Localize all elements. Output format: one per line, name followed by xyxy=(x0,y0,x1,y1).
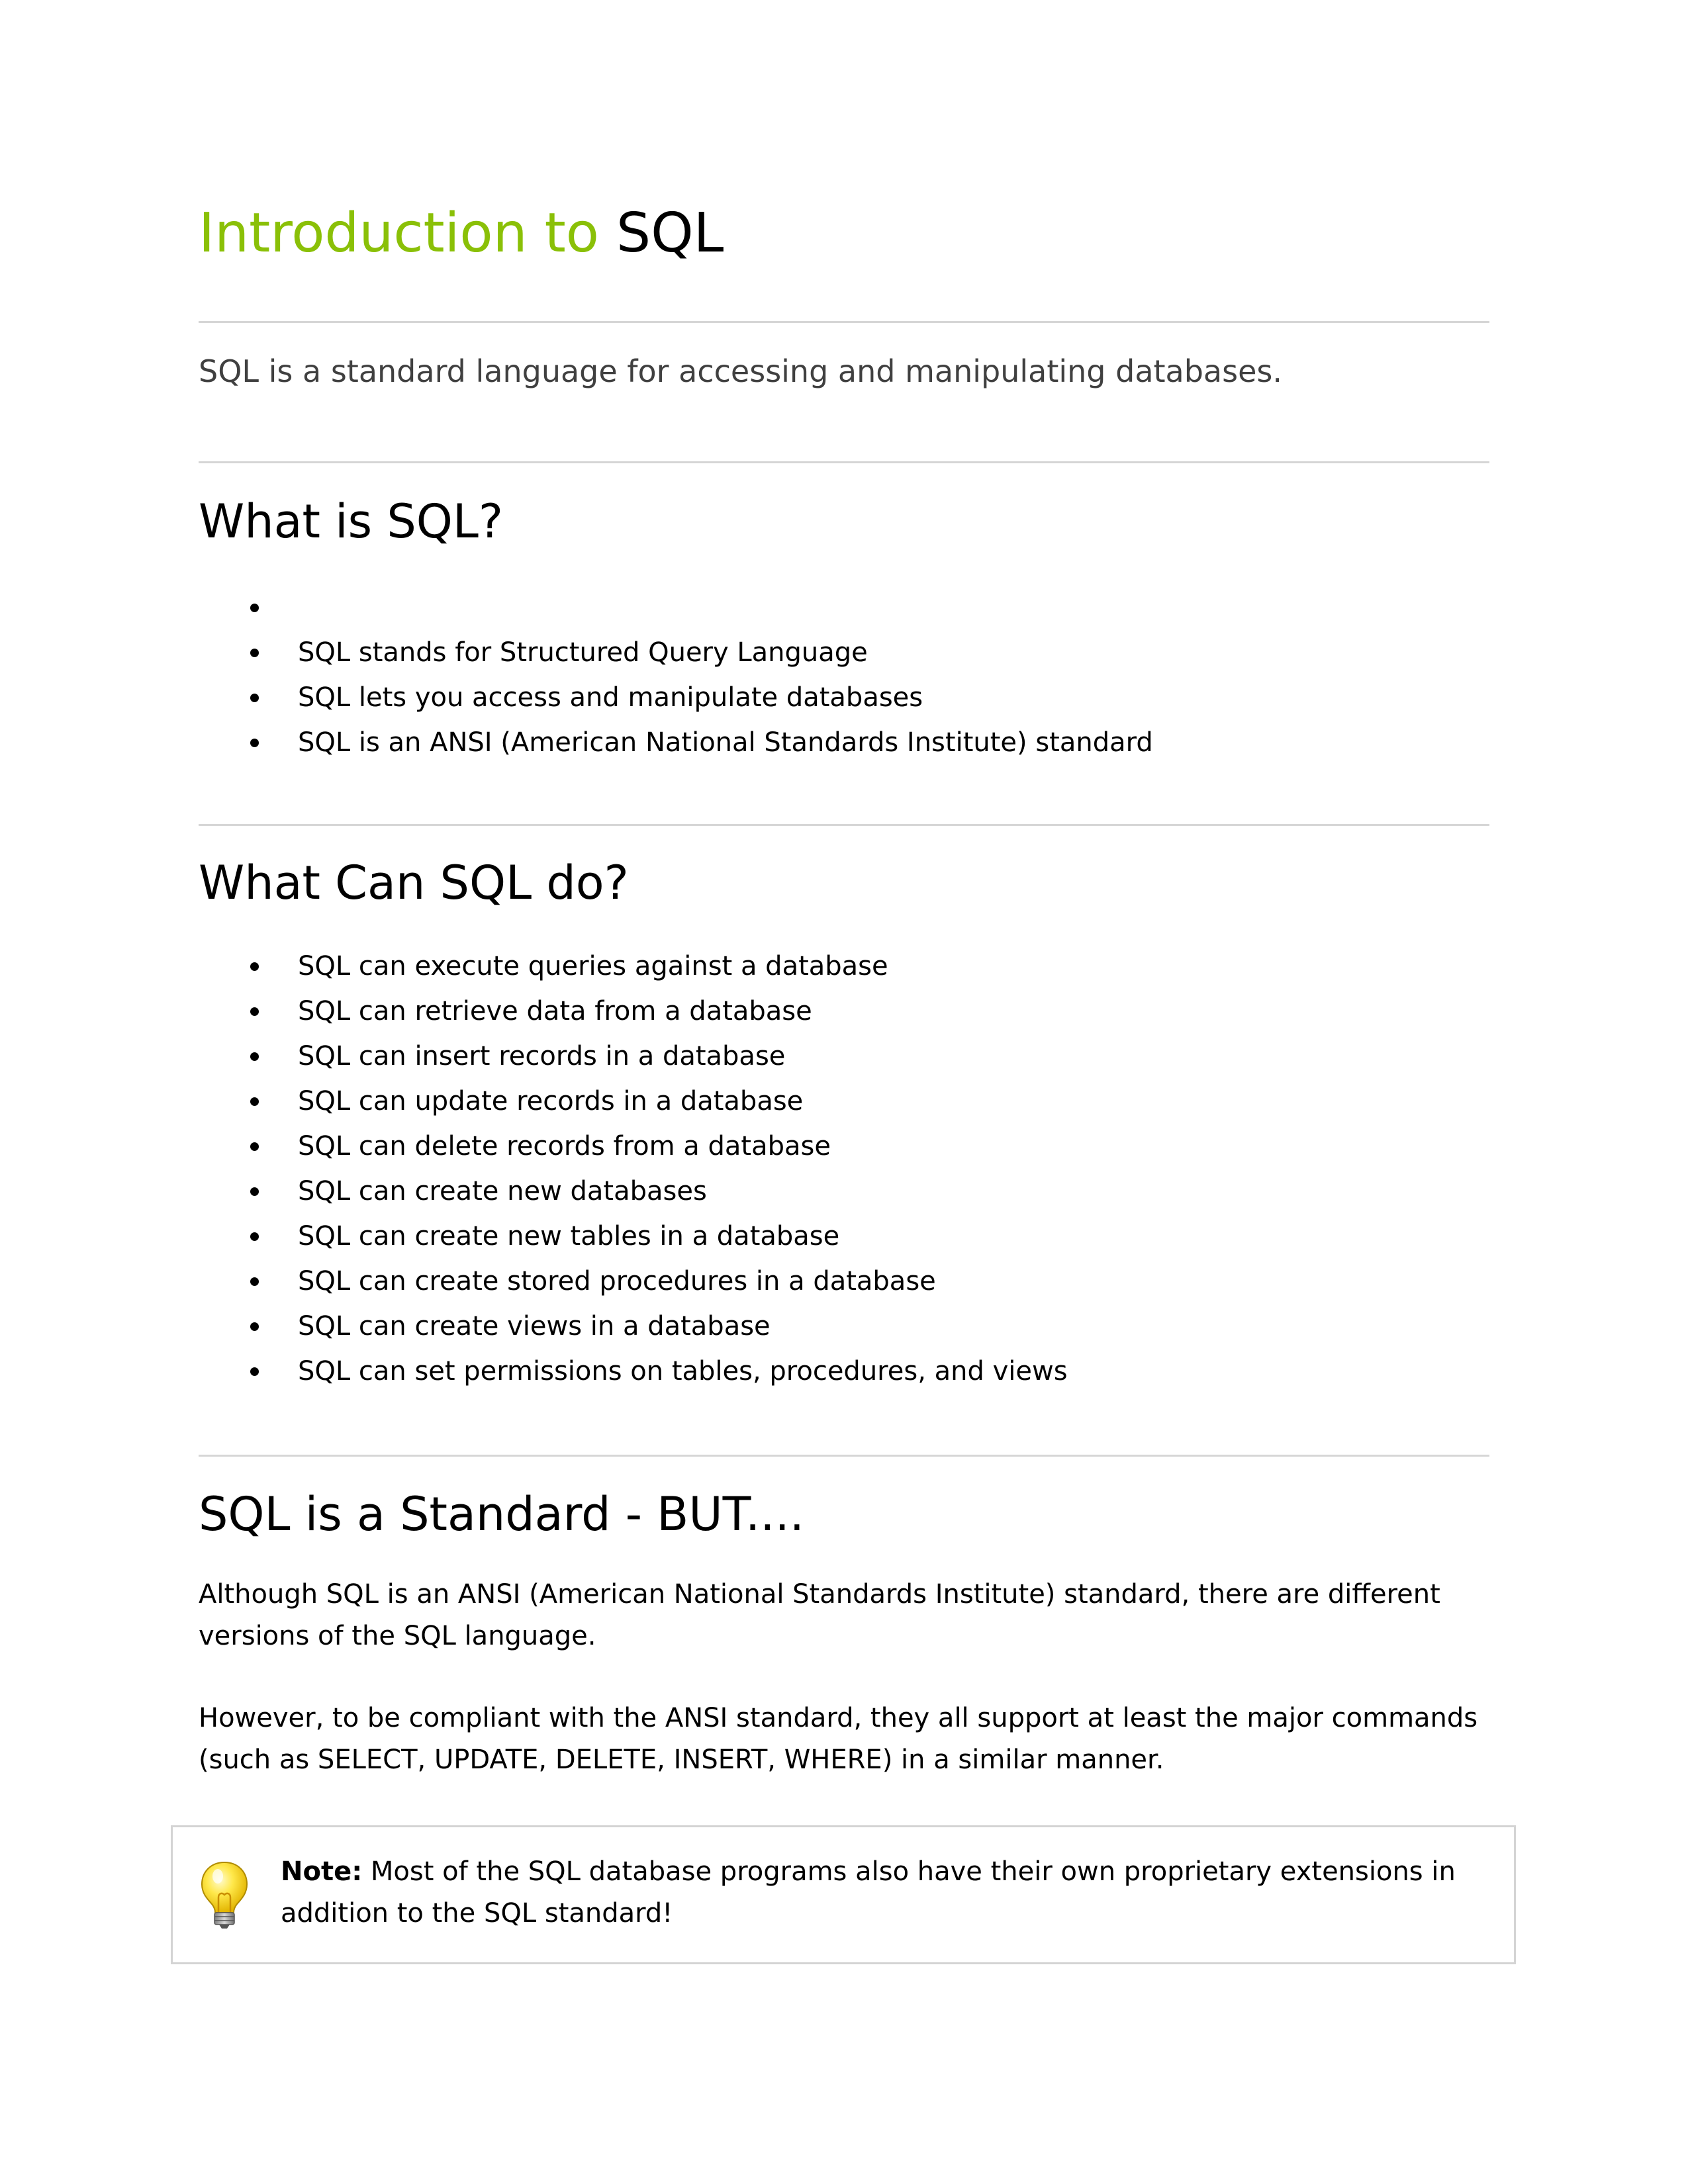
list-item-text: SQL can create new tables in a database xyxy=(298,1221,840,1251)
bullet-icon xyxy=(250,649,259,657)
list-item-text: SQL can execute queries against a database xyxy=(298,951,888,981)
list-item-text: SQL can create stored procedures in a database xyxy=(298,1266,936,1297)
list-item xyxy=(199,675,1153,720)
bullet-icon xyxy=(250,739,259,747)
list-item-text: SQL can update records in a database xyxy=(298,1086,804,1116)
list-item-text: SQL can delete records from a database xyxy=(298,1131,831,1161)
bullet-icon xyxy=(250,1232,259,1241)
note-text xyxy=(281,1851,1485,1934)
page-title xyxy=(199,197,724,270)
list-item xyxy=(199,720,1153,765)
paragraph: Although SQL is an ANSI (American National Standards Institute) standard, there are different versions of the SQL language. xyxy=(199,1579,1440,1651)
bullet-icon xyxy=(250,1322,259,1331)
title-accent: Introduction to xyxy=(199,202,599,265)
list-item xyxy=(199,1259,1068,1304)
bullet-icon xyxy=(250,1097,259,1106)
bullet-icon xyxy=(250,1277,259,1286)
list-item-text: SQL is an ANSI (American National Standards Institute) standard xyxy=(298,727,1153,758)
what-can-sql-do-list xyxy=(199,944,1068,1394)
heading-what-can-sql-do: What Can SQL do? xyxy=(199,856,629,910)
list-item-text: SQL can insert records in a database xyxy=(298,1041,786,1071)
what-is-sql-list xyxy=(199,585,1153,765)
title-rest: SQL xyxy=(616,202,724,265)
lightbulb-icon xyxy=(199,1860,250,1929)
bullet-icon xyxy=(250,1052,259,1061)
bullet-icon xyxy=(250,694,259,702)
note-label: Note: xyxy=(281,1856,363,1887)
list-item-text: SQL can create views in a database xyxy=(298,1311,771,1342)
list-item xyxy=(199,1169,1068,1214)
list-item xyxy=(199,1304,1068,1349)
list-item xyxy=(199,989,1068,1034)
list-item xyxy=(199,1349,1068,1394)
bullet-icon xyxy=(250,604,259,612)
list-item xyxy=(199,1079,1068,1124)
divider xyxy=(199,824,1489,826)
bullet-icon xyxy=(250,1187,259,1196)
list-item-text: SQL stands for Structured Query Language xyxy=(298,637,868,668)
bullet-icon xyxy=(250,1367,259,1376)
list-item-text: SQL can create new databases xyxy=(298,1176,707,1206)
heading-sql-is-a-standard: SQL is a Standard - BUT.... xyxy=(199,1487,805,1541)
list-item xyxy=(199,630,1153,675)
list-item-text: SQL can retrieve data from a database xyxy=(298,996,812,1026)
heading-what-is-sql: What is SQL? xyxy=(199,494,504,549)
list-item xyxy=(199,585,1153,630)
paragraph: However, to be compliant with the ANSI standard, they all support at least the major commands (such as SELECT, UPDATE, DELETE, INSERT, WHERE) in a similar manner. xyxy=(199,1703,1478,1775)
list-item-text: SQL can set permissions on tables, procedures, and views xyxy=(298,1356,1068,1387)
note-body: Most of the SQL database programs also have their own proprietary extensions in addition to the SQL standard! xyxy=(281,1856,1456,1929)
intro-text: SQL is a standard language for accessing and manipulating databases. xyxy=(199,353,1282,389)
list-item-text: SQL lets you access and manipulate databases xyxy=(298,682,923,713)
bullet-icon xyxy=(250,1142,259,1151)
bullet-icon xyxy=(250,962,259,971)
list-item xyxy=(199,1034,1068,1079)
bullet-icon xyxy=(250,1007,259,1016)
divider xyxy=(199,461,1489,463)
list-item xyxy=(199,1124,1068,1169)
list-item xyxy=(199,944,1068,989)
note-box xyxy=(171,1825,1516,1964)
divider xyxy=(199,321,1489,323)
list-item xyxy=(199,1214,1068,1259)
divider xyxy=(199,1455,1489,1457)
